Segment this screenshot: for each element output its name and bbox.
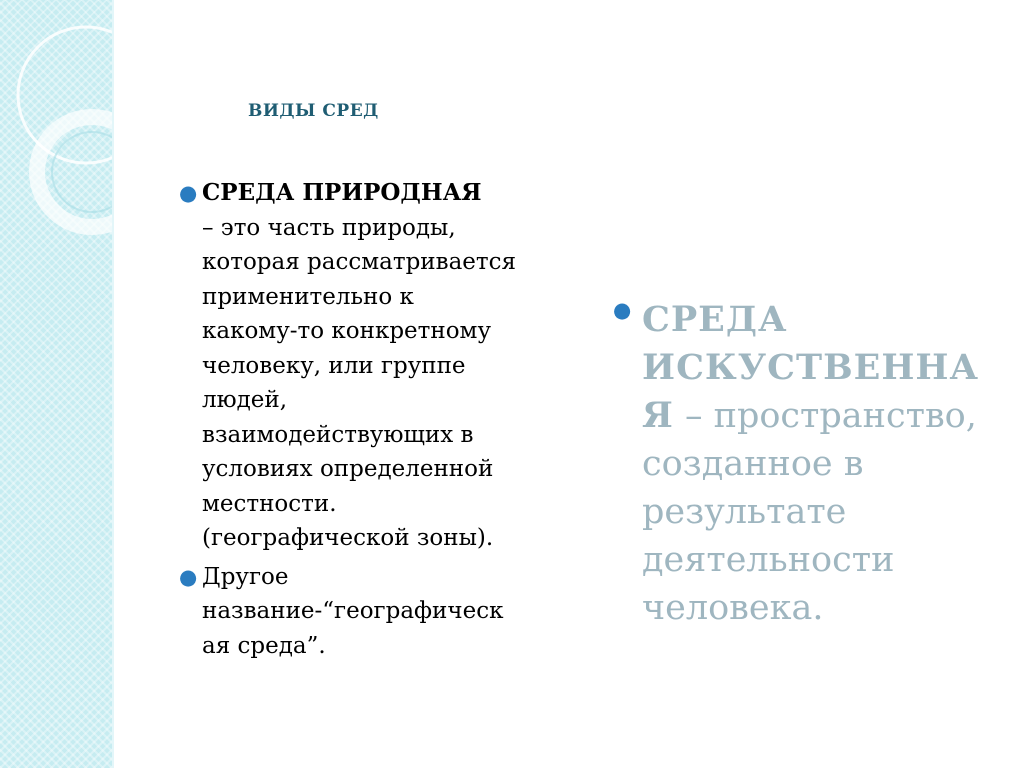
- definition-line: людей,: [202, 387, 288, 413]
- other-name-line: ая среда”.: [202, 632, 326, 659]
- definition-line: местности.: [202, 490, 337, 517]
- definition-line: (географической зоны).: [202, 525, 494, 551]
- definition-line: какому-то конкретному: [202, 318, 491, 344]
- bullet-dot-icon: ●: [179, 181, 198, 205]
- right-column: [612, 296, 1012, 636]
- term-natural-environment: СРЕДА ПРИРОДНАЯ: [202, 179, 482, 206]
- definition-line: человеку, или группе: [202, 352, 466, 379]
- term-artificial-environment-tail: Я: [642, 395, 674, 436]
- other-name-line: Другое: [202, 563, 289, 590]
- decorative-side-panel: [0, 0, 114, 768]
- artificial-definition-line: результате: [642, 492, 847, 532]
- definition-line: взаимодействующих в: [202, 421, 474, 448]
- artificial-definition-line: созданное в: [642, 444, 864, 484]
- bullet-dot-icon: ●: [613, 298, 632, 322]
- bullet-dot-icon: ●: [179, 564, 198, 589]
- term-artificial-environment-line: СРЕДА: [642, 299, 788, 340]
- artificial-definition-start: – пространство,: [673, 396, 977, 436]
- term-artificial-environment-line: ИСКУСТВЕННА: [642, 347, 979, 388]
- other-name-line: название-“географическ: [202, 598, 504, 624]
- bullet-natural-environment: [178, 176, 578, 556]
- definition-line: условиях определенной: [202, 456, 494, 482]
- artificial-definition-line: человека.: [642, 588, 824, 628]
- definition-line: применительно к: [202, 283, 414, 310]
- bullet-artificial-environment: [612, 296, 1012, 632]
- artificial-definition-line: деятельности: [642, 540, 895, 580]
- definition-line: которая рассматривается: [202, 249, 517, 275]
- left-column: [178, 176, 578, 667]
- slide-title: ВИДЫ СРЕД: [248, 101, 379, 121]
- bullet-other-name: [178, 560, 578, 664]
- decorative-circles: [0, 0, 112, 768]
- definition-line: – это часть природы,: [202, 214, 456, 241]
